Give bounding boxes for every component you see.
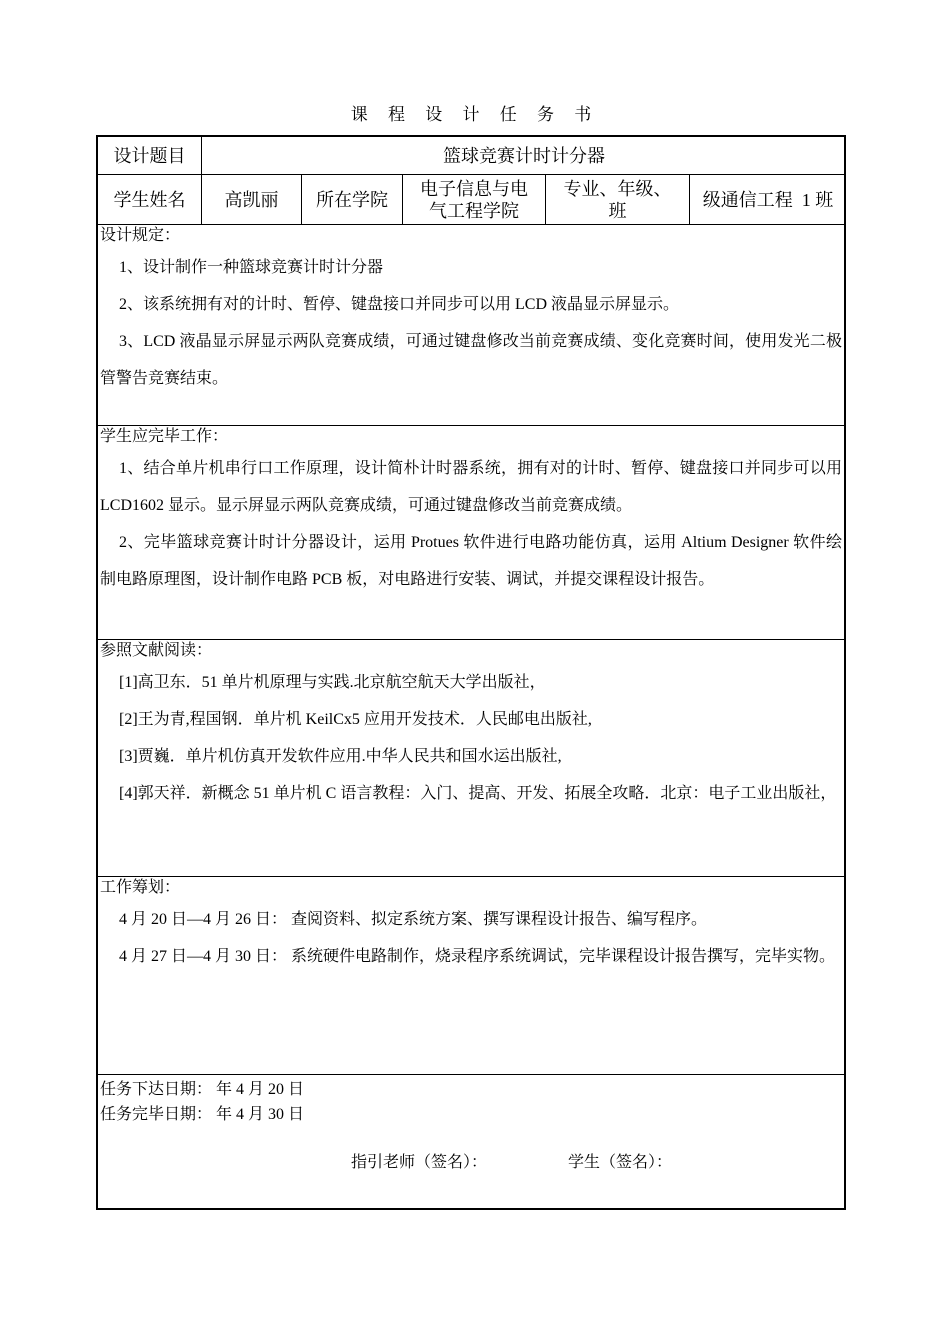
issue-date: 任务下达日期： 年 4 月 20 日 (100, 1081, 305, 1098)
college-value-line2: 气工程学院 (429, 200, 519, 221)
work-item: 1、结合单片机串行口工作原理，设计简朴计时器系统，拥有对的计时、暂停、键盘接口并同步可以用 LCD1602 显示。显示屏显示两队竞赛成绩，可通过键盘修改当前竞赛成绩。 (100, 460, 842, 514)
task-form-table (96, 135, 846, 1210)
references-section (98, 640, 844, 877)
topic-label: 设计题目 (113, 145, 186, 166)
reference-item: [3]贾巍．单片机仿真开发软件应用.中华人民共和国水运出版社, (119, 748, 562, 765)
major-label (545, 175, 689, 224)
plan-item: 4 月 27 日—4 月 30 日： 系统硬件电路制作，烧录程序系统调试，完毕课程设计报告撰写，完毕实物。 (119, 948, 836, 965)
student-info-row (98, 175, 844, 225)
complete-date: 任务完毕日期： 年 4 月 30 日 (100, 1106, 305, 1123)
work-plan-section (98, 877, 844, 1075)
college-value-line1: 电子信息与电 (420, 178, 528, 199)
design-requirements-section (98, 225, 844, 426)
requirement-item: 1、设计制作一种篮球竞赛计时计分器 (119, 259, 384, 276)
major-label-line1: 专业、年级、 (563, 178, 672, 199)
student-work-label: 学生应完毕工作： (100, 428, 229, 445)
major-label-line2: 班 (608, 200, 627, 221)
requirement-item: 3、LCD 液晶显示屏显示两队竞赛成绩，可通过键盘修改当前竞赛成绩、变化竞赛时间，使用发光二极管警告竞赛结束。 (100, 333, 842, 387)
dates-section (98, 1075, 844, 1210)
title-row (98, 137, 844, 175)
college-label: 所在学院 (301, 175, 402, 224)
name-label: 学生姓名 (113, 189, 186, 210)
major-value: 级通信工程 1 班 (689, 175, 846, 224)
document-title: 课 程 设 计 任 务 书 (350, 105, 600, 124)
teacher-signature: 指引老师（签名）： (351, 1154, 488, 1171)
reference-item: [4]郭天祥．新概念 51 单片机 C 语言教程：入门、提高、开发、拓展全攻略．北京：电子工业出版社， (119, 785, 837, 802)
work-item: 2、完毕篮球竞赛计时计分器设计，运用 Protues 软件进行电路功能仿真，运用 Altium Designer 软件绘制电路原理图，设计制作电路 PCB 板，对电路进行安装、调试，并提交课程设计报告。 (100, 534, 842, 588)
topic-value: 篮球竞赛计时计分器 (201, 137, 846, 174)
requirement-item: 2、该系统拥有对的计时、暂停、键盘接口并同步可以用 LCD 液晶显示屏显示。 (119, 296, 680, 313)
student-signature: 学生（签名）： (568, 1154, 673, 1171)
reference-item: [1]高卫东．51 单片机原理与实践.北京航空航天大学出版社， (119, 674, 546, 691)
work-plan-label: 工作筹划： (100, 879, 181, 896)
references-label: 参照文献阅读： (100, 642, 213, 659)
design-requirements-label: 设计规定： (100, 227, 181, 244)
reference-item: [2]王为青,程国钢．单片机 KeilCx5 应用开发技术．人民邮电出版社, (119, 711, 592, 728)
college-value (402, 175, 545, 224)
plan-item: 4 月 20 日—4 月 26 日： 查阅资料、拟定系统方案、撰写课程设计报告、编写程序。 (119, 911, 708, 928)
student-work-section (98, 426, 844, 640)
name-value: 高凯丽 (201, 175, 301, 224)
